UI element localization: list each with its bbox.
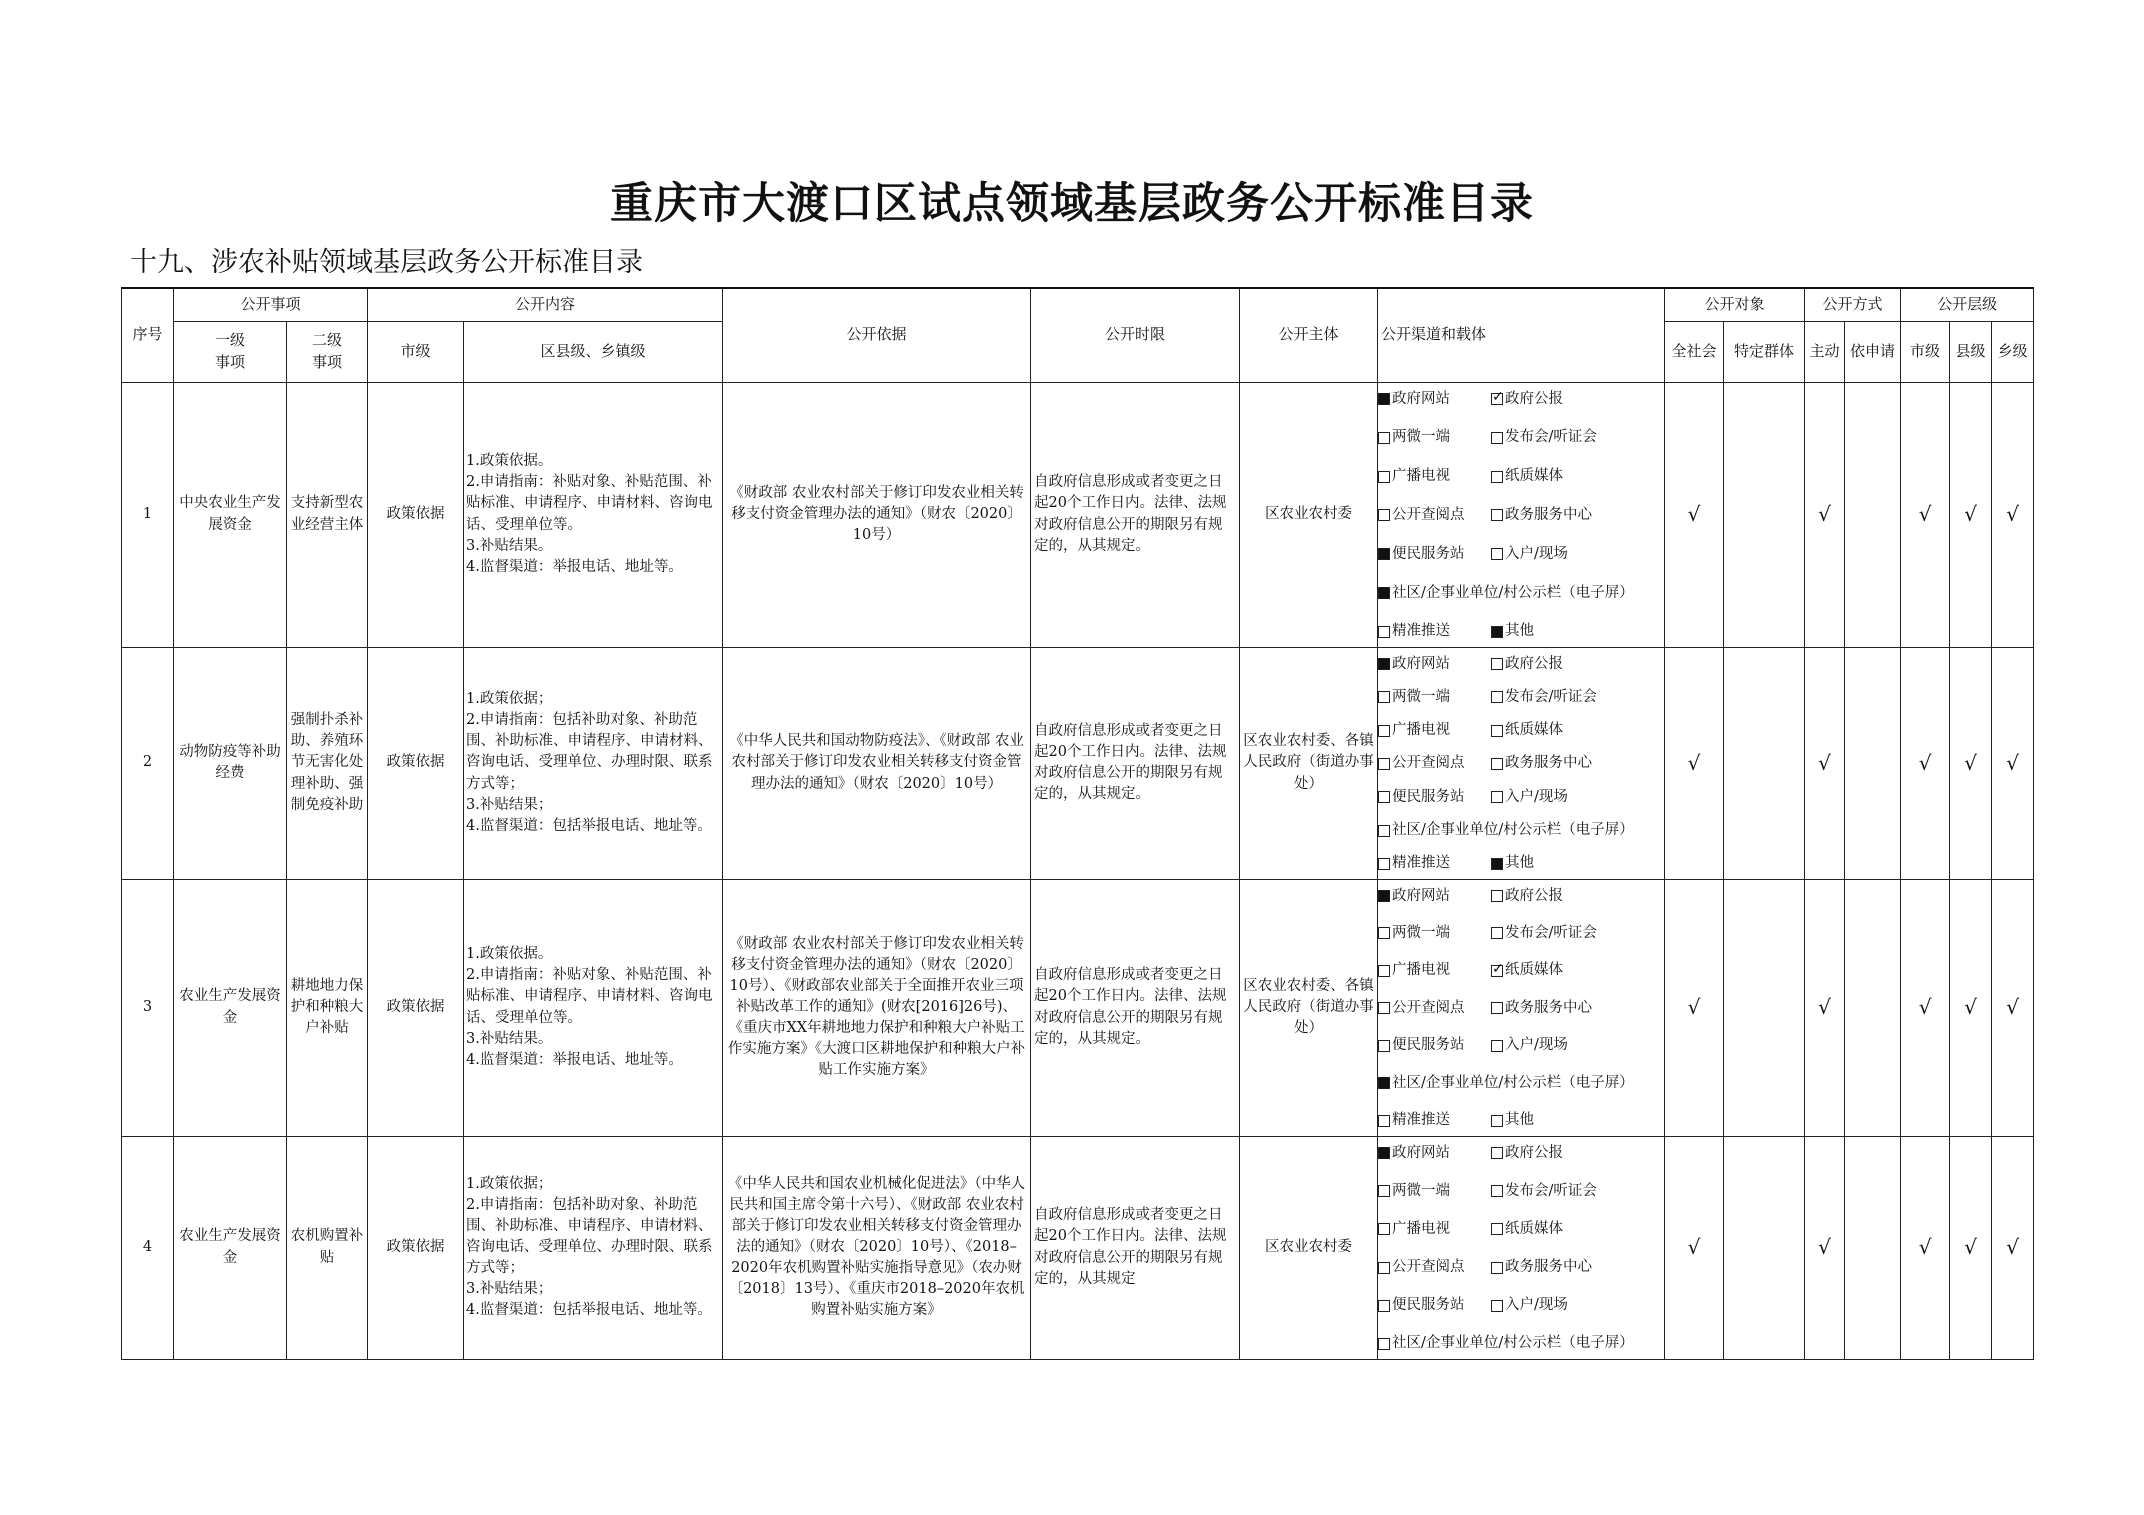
row-level-town: √ [1992, 879, 2034, 1136]
channel-option [1378, 1333, 1634, 1354]
channel-option [1491, 720, 1604, 741]
channel-label: 公开查阅点 [1392, 506, 1465, 523]
channel-label: 政务服务中心 [1505, 755, 1593, 772]
content-line: 2.申请指南：包括补助对象、补助范围、补助标准、申请程序、申请材料、咨询电话、受理单位、办理时限、联系方式等； [466, 712, 713, 792]
empty-checkbox-icon [1491, 725, 1503, 737]
filled-checkbox-icon [1378, 890, 1390, 902]
channel-option [1378, 753, 1491, 774]
empty-checkbox-icon [1378, 432, 1390, 444]
channel-label: 两微一端 [1392, 429, 1451, 446]
channel-line [1378, 1333, 1664, 1354]
channel-label: 广播电视 [1392, 722, 1451, 739]
filled-checkbox-icon [1491, 626, 1503, 638]
channel-option [1491, 1295, 1604, 1316]
empty-checkbox-icon [1491, 471, 1503, 483]
empty-checkbox-icon [1378, 965, 1390, 977]
header-time-limit: 公开时限 [1031, 288, 1240, 382]
empty-checkbox-icon [1378, 791, 1390, 803]
channel-label: 两微一端 [1392, 924, 1451, 941]
row-seq: 3 [122, 879, 174, 1136]
row-level1-item: 农业生产发展资金 [174, 1136, 287, 1359]
channel-line [1378, 654, 1664, 675]
empty-checkbox-icon [1491, 432, 1503, 444]
empty-checkbox-icon [1378, 1040, 1390, 1052]
channel-option [1378, 923, 1491, 944]
empty-checkbox-icon [1378, 758, 1390, 770]
channel-list [1378, 1143, 1664, 1355]
channel-option [1491, 1181, 1604, 1202]
row-method-active: √ [1805, 382, 1845, 647]
channel-line [1378, 505, 1664, 526]
channel-option [1491, 654, 1604, 675]
channel-label: 其他 [1505, 855, 1535, 872]
row-level-county: √ [1950, 879, 1992, 1136]
row-district-content [464, 1136, 723, 1359]
channel-line [1378, 1035, 1664, 1056]
header-on-request: 依申请 [1845, 321, 1901, 382]
channel-label: 发布会/听证会 [1505, 1182, 1597, 1199]
header-seq: 序号 [122, 288, 174, 382]
empty-checkbox-icon [1378, 471, 1390, 483]
empty-checkbox-icon [1491, 691, 1503, 703]
row-target-specific [1724, 647, 1805, 879]
row-target-specific [1724, 1136, 1805, 1359]
section-subtitle: 十九、涉农补贴领域基层政务公开标准目录 [130, 247, 643, 278]
channel-option [1491, 886, 1604, 907]
channel-option [1378, 583, 1634, 604]
row-level2-item: 支持新型农业经营主体 [287, 382, 368, 647]
channel-option [1378, 998, 1491, 1019]
row-seq: 2 [122, 647, 174, 879]
channel-option [1378, 960, 1491, 981]
channel-label: 精准推送 [1392, 855, 1451, 872]
row-level-county: √ [1950, 382, 1992, 647]
row-level1-item: 动物防疫等补助经费 [174, 647, 287, 879]
header-subject: 公开主体 [1240, 288, 1378, 382]
empty-checkbox-icon [1491, 890, 1503, 902]
row-method-request [1845, 1136, 1901, 1359]
row-level2-item: 耕地地力保护和种粮大户补贴 [287, 879, 368, 1136]
table-row [122, 382, 2034, 647]
channel-label: 便民服务站 [1392, 1037, 1465, 1054]
header-level2: 二级 事项 [287, 321, 368, 382]
channel-line [1378, 583, 1664, 604]
row-time-limit: 自政府信息形成或者变更之日起20个工作日内。法律、法规对政府信息公开的期限另有规定的，从其规定。 [1031, 382, 1240, 647]
row-level-county: √ [1950, 1136, 1992, 1359]
channel-label: 入户/现场 [1505, 545, 1568, 562]
content-line: 4.监督渠道：举报电话、地址等。 [466, 558, 683, 575]
header-city: 市级 [368, 321, 464, 382]
row-level-city: √ [1901, 647, 1950, 879]
channel-option [1378, 820, 1634, 841]
channel-label: 公开查阅点 [1392, 755, 1465, 772]
channel-option [1378, 1181, 1491, 1202]
content-line: 3.补贴结果； [466, 796, 553, 813]
empty-checkbox-icon [1378, 1223, 1390, 1235]
channel-line [1378, 753, 1664, 774]
row-seq: 4 [122, 1136, 174, 1359]
channel-option [1491, 1110, 1604, 1131]
empty-checkbox-icon [1378, 1115, 1390, 1127]
row-basis: 《财政部 农业农村部关于修订印发农业相关转移支付资金管理办法的通知》（财农〔2020〕10号） [723, 382, 1031, 647]
channel-line [1378, 1110, 1664, 1131]
content-line: 3.补贴结果。 [466, 537, 553, 554]
row-subject: 区农业农村委、各镇人民政府（街道办事处） [1240, 647, 1378, 879]
channel-option [1491, 427, 1604, 448]
row-level2-item: 农机购置补贴 [287, 1136, 368, 1359]
channel-option [1491, 1143, 1604, 1164]
content-line: 1.政策依据； [466, 691, 553, 708]
channel-label: 社区/企事业单位/村公示栏（电子屏） [1392, 584, 1634, 601]
row-method-active: √ [1805, 647, 1845, 879]
channel-label: 社区/企事业单位/村公示栏（电子屏） [1392, 1335, 1634, 1352]
channel-option [1378, 1073, 1634, 1094]
content-line: 2.申请指南：包括补助对象、补助范围、补助标准、申请程序、申请材料、咨询电话、受理单位、办理时限、联系方式等； [466, 1196, 713, 1276]
channel-option [1378, 886, 1491, 907]
channel-label: 入户/现场 [1505, 788, 1568, 805]
channel-line [1378, 466, 1664, 487]
empty-checkbox-icon [1378, 1002, 1390, 1014]
channel-line [1378, 687, 1664, 708]
filled-checkbox-icon [1378, 548, 1390, 560]
channel-label: 社区/企事业单位/村公示栏（电子屏） [1392, 1074, 1634, 1091]
empty-checkbox-icon [1491, 658, 1503, 670]
content-line: 1.政策依据； [466, 1175, 553, 1192]
header-content: 公开内容 [368, 288, 723, 321]
channel-option [1378, 1219, 1491, 1240]
channel-list [1378, 654, 1664, 875]
channel-label: 纸质媒体 [1505, 722, 1564, 739]
row-subject: 区农业农村委 [1240, 382, 1378, 647]
row-time-limit: 自政府信息形成或者变更之日起20个工作日内。法律、法规对政府信息公开的期限另有规定的，从其规定。 [1031, 647, 1240, 879]
channel-label: 发布会/听证会 [1505, 688, 1597, 705]
header-level-city: 市级 [1901, 321, 1950, 382]
row-basis: 《中华人民共和国农业机械化促进法》（中华人民共和国主席令第十六号）、《财政部 农业农村部关于修订印发农业相关转移支付资金管理办法的通知》（财农〔2020〕10号）、《2018–2020年农机购置补贴实施指导意见》（农办财〔2018〕13号）、《重庆市2018–2020年农机购置补贴实施方案》 [723, 1136, 1031, 1359]
content-line: 4.监督渠道：包括举报电话、地址等。 [466, 1302, 712, 1319]
channel-label: 广播电视 [1392, 1220, 1451, 1237]
channel-option [1378, 787, 1491, 808]
checked-checkbox-icon [1491, 965, 1503, 977]
channel-label: 政府网站 [1392, 887, 1451, 904]
channel-label: 纸质媒体 [1505, 962, 1564, 979]
row-level1-item: 农业生产发展资金 [174, 879, 287, 1136]
empty-checkbox-icon [1378, 1300, 1390, 1312]
row-level1-item: 中央农业生产发展资金 [174, 382, 287, 647]
row-level-city: √ [1901, 879, 1950, 1136]
channel-line [1378, 853, 1664, 874]
channel-label: 发布会/听证会 [1505, 924, 1597, 941]
channel-option [1491, 998, 1604, 1019]
header-specific-group: 特定群体 [1724, 321, 1805, 382]
channel-option [1491, 389, 1604, 410]
row-basis: 《财政部 农业农村部关于修订印发农业相关转移支付资金管理办法的通知》（财农〔2020〕10号）、《财政部农业部关于全面推开农业三项补贴改革工作的通知》(财农[2016]26号)、《重庆市XX年耕地地力保护和种粮大户补贴工作实施方案》《大渡口区耕地保护和种粮大户补贴工作实施方案》 [723, 879, 1031, 1136]
header-level-county: 县级 [1950, 321, 1992, 382]
channel-line [1378, 1219, 1664, 1240]
row-level-city: √ [1901, 1136, 1950, 1359]
row-channels [1378, 382, 1665, 647]
content-line: 4.监督渠道：包括举报电话、地址等。 [466, 817, 712, 834]
empty-checkbox-icon [1378, 1262, 1390, 1274]
empty-checkbox-icon [1491, 1040, 1503, 1052]
empty-checkbox-icon [1378, 626, 1390, 638]
channel-label: 政府公报 [1505, 655, 1564, 672]
empty-checkbox-icon [1491, 1147, 1503, 1159]
channel-option [1378, 466, 1491, 487]
channel-line [1378, 720, 1664, 741]
channel-option [1378, 720, 1491, 741]
empty-checkbox-icon [1378, 509, 1390, 521]
header-level1: 一级 事项 [174, 321, 287, 382]
page-title: 重庆市大渡口区试点领域基层政务公开标准目录 [610, 179, 1534, 229]
empty-checkbox-icon [1378, 1185, 1390, 1197]
row-method-request [1845, 647, 1901, 879]
channel-label: 入户/现场 [1505, 1297, 1568, 1314]
channel-option [1378, 1110, 1491, 1131]
channel-option [1378, 544, 1491, 565]
row-city-content: 政策依据 [368, 647, 464, 879]
row-channels [1378, 1136, 1665, 1359]
channel-label: 两微一端 [1392, 1182, 1451, 1199]
channel-label: 纸质媒体 [1505, 468, 1564, 485]
channel-label: 公开查阅点 [1392, 999, 1465, 1016]
channel-label: 精准推送 [1392, 1112, 1451, 1129]
channel-line [1378, 1257, 1664, 1278]
channel-option [1378, 853, 1491, 874]
channel-label: 其他 [1505, 1112, 1535, 1129]
channel-line [1378, 1073, 1664, 1094]
empty-checkbox-icon [1378, 725, 1390, 737]
header-active: 主动 [1805, 321, 1845, 382]
channel-line [1378, 820, 1664, 841]
channel-option [1378, 389, 1491, 410]
row-method-active: √ [1805, 879, 1845, 1136]
channel-list [1378, 886, 1664, 1132]
channel-option [1378, 1257, 1491, 1278]
channel-option [1378, 654, 1491, 675]
channel-line [1378, 923, 1664, 944]
header-method: 公开方式 [1805, 288, 1901, 321]
channel-line [1378, 427, 1664, 448]
channel-label: 两微一端 [1392, 688, 1451, 705]
channel-label: 政府公报 [1505, 887, 1564, 904]
channel-label: 便民服务站 [1392, 788, 1465, 805]
row-district-content [464, 879, 723, 1136]
row-channels [1378, 647, 1665, 879]
header-all-society: 全社会 [1665, 321, 1724, 382]
filled-checkbox-icon [1378, 1147, 1390, 1159]
channel-label: 政府公报 [1505, 390, 1564, 407]
channel-option [1491, 621, 1604, 642]
channel-option [1491, 1257, 1604, 1278]
content-line: 3.补贴结果。 [466, 1030, 553, 1047]
channel-label: 纸质媒体 [1505, 1220, 1564, 1237]
channel-option [1378, 1035, 1491, 1056]
empty-checkbox-icon [1491, 548, 1503, 560]
empty-checkbox-icon [1491, 1223, 1503, 1235]
channel-line [1378, 886, 1664, 907]
channel-label: 其他 [1505, 623, 1535, 640]
row-district-content [464, 382, 723, 647]
content-line: 4.监督渠道：举报电话、地址等。 [466, 1051, 683, 1068]
row-city-content: 政策依据 [368, 879, 464, 1136]
row-method-request [1845, 879, 1901, 1136]
channel-line [1378, 960, 1664, 981]
channel-label: 政府网站 [1392, 655, 1451, 672]
row-time-limit: 自政府信息形成或者变更之日起20个工作日内。法律、法规对政府信息公开的期限另有规定的，从其规定。 [1031, 879, 1240, 1136]
row-time-limit: 自政府信息形成或者变更之日起20个工作日内。法律、法规对政府信息公开的期限另有规定的，从其规定 [1031, 1136, 1240, 1359]
row-target-specific [1724, 879, 1805, 1136]
empty-checkbox-icon [1491, 1185, 1503, 1197]
channel-label: 政务服务中心 [1505, 506, 1593, 523]
row-level-city: √ [1901, 382, 1950, 647]
channel-option [1378, 505, 1491, 526]
empty-checkbox-icon [1378, 927, 1390, 939]
row-subject: 区农业农村委 [1240, 1136, 1378, 1359]
channel-label: 入户/现场 [1505, 1037, 1568, 1054]
channel-label: 社区/企事业单位/村公示栏（电子屏） [1392, 822, 1634, 839]
filled-checkbox-icon [1378, 1077, 1390, 1089]
content-line: 1.政策依据。 [466, 946, 553, 963]
content-line: 2.申请指南：补贴对象、补贴范围、补贴标准、申请程序、申请材料、咨询电话、受理单位等。 [466, 967, 713, 1026]
empty-checkbox-icon [1378, 1338, 1390, 1350]
empty-checkbox-icon [1491, 1002, 1503, 1014]
channel-line [1378, 1181, 1664, 1202]
channel-label: 广播电视 [1392, 468, 1451, 485]
channel-line [1378, 1143, 1664, 1164]
channel-line [1378, 787, 1664, 808]
channel-option [1491, 687, 1604, 708]
channel-option [1491, 466, 1604, 487]
channel-option [1491, 923, 1604, 944]
channel-option [1491, 1219, 1604, 1240]
row-method-active: √ [1805, 1136, 1845, 1359]
channel-option [1491, 853, 1604, 874]
channel-label: 便民服务站 [1392, 545, 1465, 562]
empty-checkbox-icon [1491, 791, 1503, 803]
channel-option [1378, 1143, 1491, 1164]
filled-checkbox-icon [1378, 658, 1390, 670]
table-row [122, 879, 2034, 1136]
header-level: 公开层级 [1901, 288, 2034, 321]
row-district-content [464, 647, 723, 879]
header-district: 区县级、乡镇级 [464, 321, 723, 382]
row-target-all-society: √ [1665, 879, 1724, 1136]
content-line: 1.政策依据。 [466, 453, 553, 470]
filled-checkbox-icon [1378, 393, 1390, 405]
table-row [122, 647, 2034, 879]
row-level-town: √ [1992, 382, 2034, 647]
row-target-all-society: √ [1665, 1136, 1724, 1359]
channel-label: 公开查阅点 [1392, 1259, 1465, 1276]
channel-label: 政府网站 [1392, 390, 1451, 407]
empty-checkbox-icon [1491, 1300, 1503, 1312]
empty-checkbox-icon [1491, 927, 1503, 939]
channel-line [1378, 544, 1664, 565]
standard-catalog-table [121, 287, 2034, 1360]
header-basis: 公开依据 [723, 288, 1031, 382]
channel-option [1491, 1035, 1604, 1056]
row-channels [1378, 879, 1665, 1136]
channel-label: 便民服务站 [1392, 1297, 1465, 1314]
empty-checkbox-icon [1491, 758, 1503, 770]
channel-label: 政府网站 [1392, 1144, 1451, 1161]
channel-label: 广播电视 [1392, 962, 1451, 979]
channel-label: 政府公报 [1505, 1144, 1564, 1161]
row-method-request [1845, 382, 1901, 647]
channel-option [1491, 505, 1604, 526]
row-level-town: √ [1992, 1136, 2034, 1359]
header-items: 公开事项 [174, 288, 368, 321]
row-city-content: 政策依据 [368, 1136, 464, 1359]
row-target-specific [1724, 382, 1805, 647]
empty-checkbox-icon [1378, 858, 1390, 870]
row-target-all-society: √ [1665, 382, 1724, 647]
header-level-town: 乡级 [1992, 321, 2034, 382]
channel-label: 精准推送 [1392, 623, 1451, 640]
channel-label: 发布会/听证会 [1505, 429, 1597, 446]
content-line: 3.补贴结果； [466, 1281, 553, 1298]
header-target: 公开对象 [1665, 288, 1805, 321]
row-level-county: √ [1950, 647, 1992, 879]
empty-checkbox-icon [1378, 825, 1390, 837]
row-subject: 区农业农村委、各镇人民政府（街道办事处） [1240, 879, 1378, 1136]
channel-line [1378, 621, 1664, 642]
channel-option [1491, 544, 1604, 565]
row-level2-item: 强制扑杀补助、养殖环节无害化处理补助、强制免疫补助 [287, 647, 368, 879]
empty-checkbox-icon [1378, 691, 1390, 703]
channel-label: 政务服务中心 [1505, 1259, 1593, 1276]
channel-option [1491, 753, 1604, 774]
channel-line [1378, 389, 1664, 410]
row-level-town: √ [1992, 647, 2034, 879]
channel-line [1378, 998, 1664, 1019]
row-basis: 《中华人民共和国动物防疫法》、《财政部 农业农村部关于修订印发农业相关转移支付资金管理办法的通知》（财农〔2020〕10号） [723, 647, 1031, 879]
row-target-all-society: √ [1665, 647, 1724, 879]
empty-checkbox-icon [1491, 1115, 1503, 1127]
row-city-content: 政策依据 [368, 382, 464, 647]
content-line: 2.申请指南：补贴对象、补贴范围、补贴标准、申请程序、申请材料、咨询电话、受理单位等。 [466, 474, 713, 533]
empty-checkbox-icon [1491, 1262, 1503, 1274]
header-channels: 公开渠道和载体 [1378, 288, 1665, 382]
channel-option [1378, 687, 1491, 708]
channel-option [1378, 1295, 1491, 1316]
filled-checkbox-icon [1491, 858, 1503, 870]
channel-option [1491, 787, 1604, 808]
channel-list [1378, 389, 1664, 643]
channel-label: 政务服务中心 [1505, 999, 1593, 1016]
filled-checkbox-icon [1378, 587, 1390, 599]
channel-option [1491, 960, 1604, 981]
checked-checkbox-icon [1491, 393, 1503, 405]
row-seq: 1 [122, 382, 174, 647]
channel-option [1378, 427, 1491, 448]
empty-checkbox-icon [1491, 509, 1503, 521]
channel-option [1378, 621, 1491, 642]
table-row [122, 1136, 2034, 1359]
channel-line [1378, 1295, 1664, 1316]
